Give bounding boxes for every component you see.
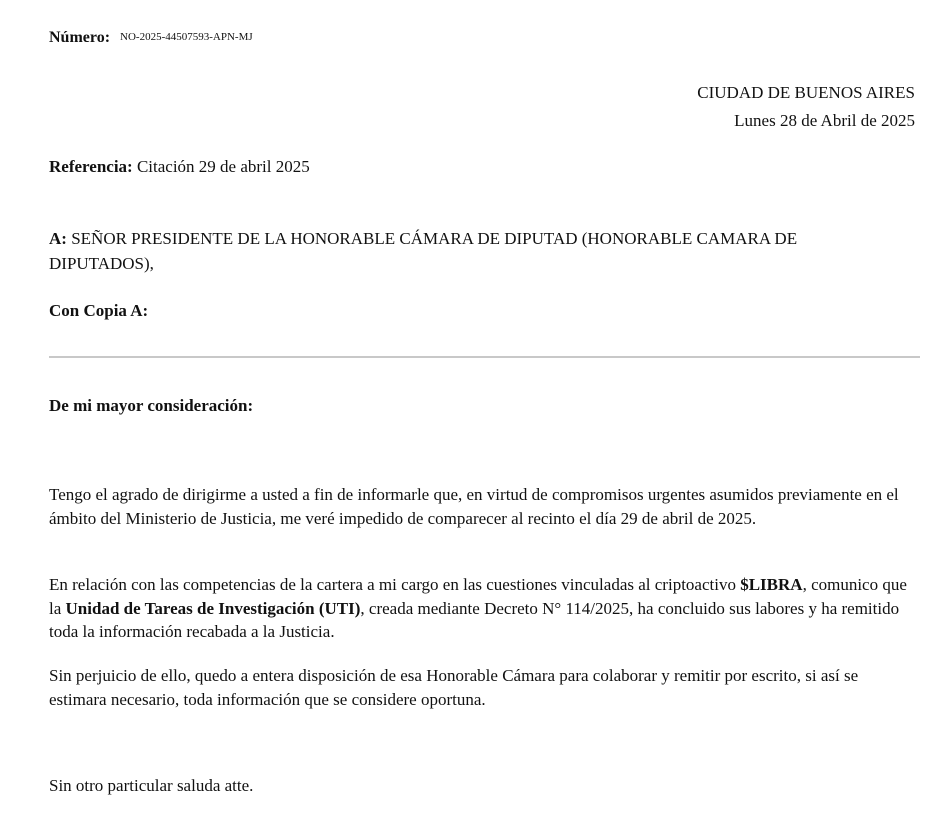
body-paragraph-2: [49, 573, 917, 644]
document-number: [49, 29, 253, 47]
reference-value: Citación 29 de abril 2025: [132, 157, 310, 176]
paragraph-2-text-a: En relación con las competencias de la cartera a mi cargo en las cuestiones vinculadas al criptoactivo: [49, 575, 741, 594]
reference-label: Referencia:: [49, 157, 133, 176]
paragraph-2-text-b: , comunico que la: [49, 575, 907, 618]
paragraph-2-text-c: , creada mediante Decreto N° 114/2025, ha concluido sus labores y ha remitido toda la información recabada a la Justicia.: [49, 598, 900, 641]
reference-line: [49, 154, 310, 179]
city-line: CIUDAD DE BUENOS AIRES: [697, 83, 915, 102]
date-line: Lunes 28 de Abril de 2025: [734, 111, 915, 130]
body-paragraph-3: Sin perjuicio de ello, quedo a entera disposición de esa Honorable Cámara para colaborar y remitir por escrito, si así se estimara necesario, toda información que se considere oportuna.: [49, 666, 859, 709]
addressee-line: [49, 226, 899, 276]
body-paragraph-1: Tengo el agrado de dirigirme a usted a fin de informarle que, en virtud de compromisos urgentes asumidos previamente en el ámbito del Ministerio de Justicia, me veré impedido de comparecer al recinto el día 29 de abril de 2025.: [49, 485, 899, 528]
addressee-label: A:: [49, 229, 67, 248]
section-divider: [49, 356, 920, 358]
cc-line: Con Copia A:: [49, 301, 149, 320]
addressee-value: SEÑOR PRESIDENTE DE LA HONORABLE CÁMARA DE DIPUTAD (HONORABLE CAMARA DE DIPUTADOS),: [49, 229, 798, 273]
unit-name: Unidad de Tareas de Investigación (UTI): [65, 598, 361, 618]
place-date-header: [697, 79, 915, 135]
crypto-asset-name: $LIBRA: [740, 575, 803, 594]
closing-line: Sin otro particular saluda atte.: [49, 776, 254, 795]
document-number-label: Número:: [49, 29, 111, 46]
opening-salutation: De mi mayor consideración:: [49, 396, 254, 415]
document-number-value: NO-2025-44507593-APN-MJ: [120, 31, 253, 43]
